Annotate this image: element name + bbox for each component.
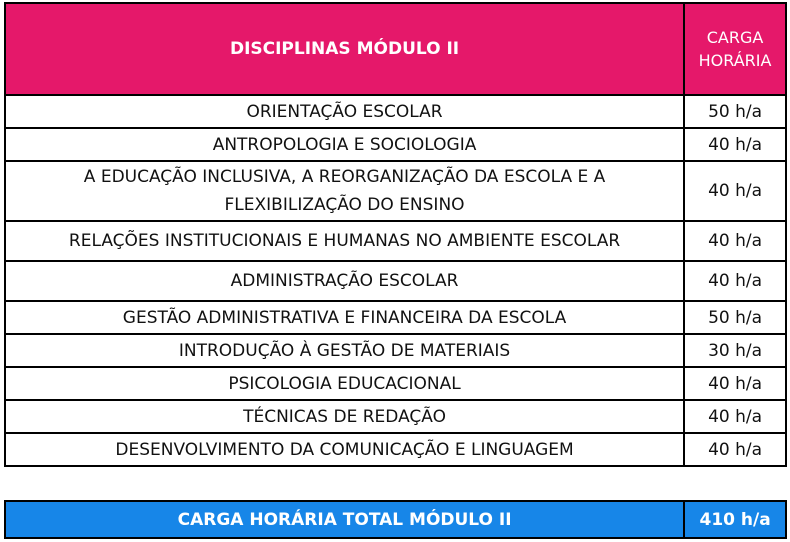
discipline-hours: 40 h/a <box>684 400 786 433</box>
table-row <box>5 161 786 221</box>
discipline-name: ANTROPOLOGIA E SOCIOLOGIA <box>5 128 684 161</box>
discipline-hours: 40 h/a <box>684 261 786 301</box>
hours-header-line2: HORÁRIA <box>698 51 772 70</box>
table-row <box>5 221 786 261</box>
hours-header <box>684 3 786 95</box>
total-label: CARGA HORÁRIA TOTAL MÓDULO II <box>5 501 684 538</box>
table-row <box>5 261 786 301</box>
table-header-row <box>5 3 786 95</box>
total-row <box>5 501 786 538</box>
table-row <box>5 334 786 367</box>
discipline-name: ADMINISTRAÇÃO ESCOLAR <box>5 261 684 301</box>
discipline-hours: 40 h/a <box>684 367 786 400</box>
discipline-hours: 40 h/a <box>684 161 786 221</box>
table-row <box>5 95 786 128</box>
discipline-hours: 40 h/a <box>684 221 786 261</box>
discipline-name-line1: A EDUCAÇÃO INCLUSIVA, A REORGANIZAÇÃO DA ESCOLA E A <box>83 167 606 187</box>
table-row <box>5 433 786 466</box>
discipline-hours: 40 h/a <box>684 433 786 466</box>
discipline-hours: 30 h/a <box>684 334 786 367</box>
discipline-name: INTRODUÇÃO À GESTÃO DE MATERIAIS <box>5 334 684 367</box>
total-hours: 410 h/a <box>684 501 786 538</box>
hours-header-line1: CARGA <box>706 28 764 47</box>
disciplines-table <box>4 2 787 467</box>
discipline-name-line2: FLEXIBILIZAÇÃO DO ENSINO <box>224 195 465 215</box>
table-row <box>5 301 786 334</box>
discipline-hours: 50 h/a <box>684 95 786 128</box>
discipline-name: GESTÃO ADMINISTRATIVA E FINANCEIRA DA ESCOLA <box>5 301 684 334</box>
total-table <box>4 500 787 539</box>
discipline-name: ORIENTAÇÃO ESCOLAR <box>5 95 684 128</box>
discipline-name <box>5 161 684 221</box>
table-row <box>5 128 786 161</box>
table-row <box>5 400 786 433</box>
discipline-name: RELAÇÕES INSTITUCIONAIS E HUMANAS NO AMBIENTE ESCOLAR <box>5 221 684 261</box>
discipline-name: DESENVOLVIMENTO DA COMUNICAÇÃO E LINGUAGEM <box>5 433 684 466</box>
discipline-hours: 40 h/a <box>684 128 786 161</box>
discipline-name: TÉCNICAS DE REDAÇÃO <box>5 400 684 433</box>
discipline-hours: 50 h/a <box>684 301 786 334</box>
disciplines-header: DISCIPLINAS MÓDULO II <box>5 3 684 95</box>
discipline-name: PSICOLOGIA EDUCACIONAL <box>5 367 684 400</box>
table-row <box>5 367 786 400</box>
